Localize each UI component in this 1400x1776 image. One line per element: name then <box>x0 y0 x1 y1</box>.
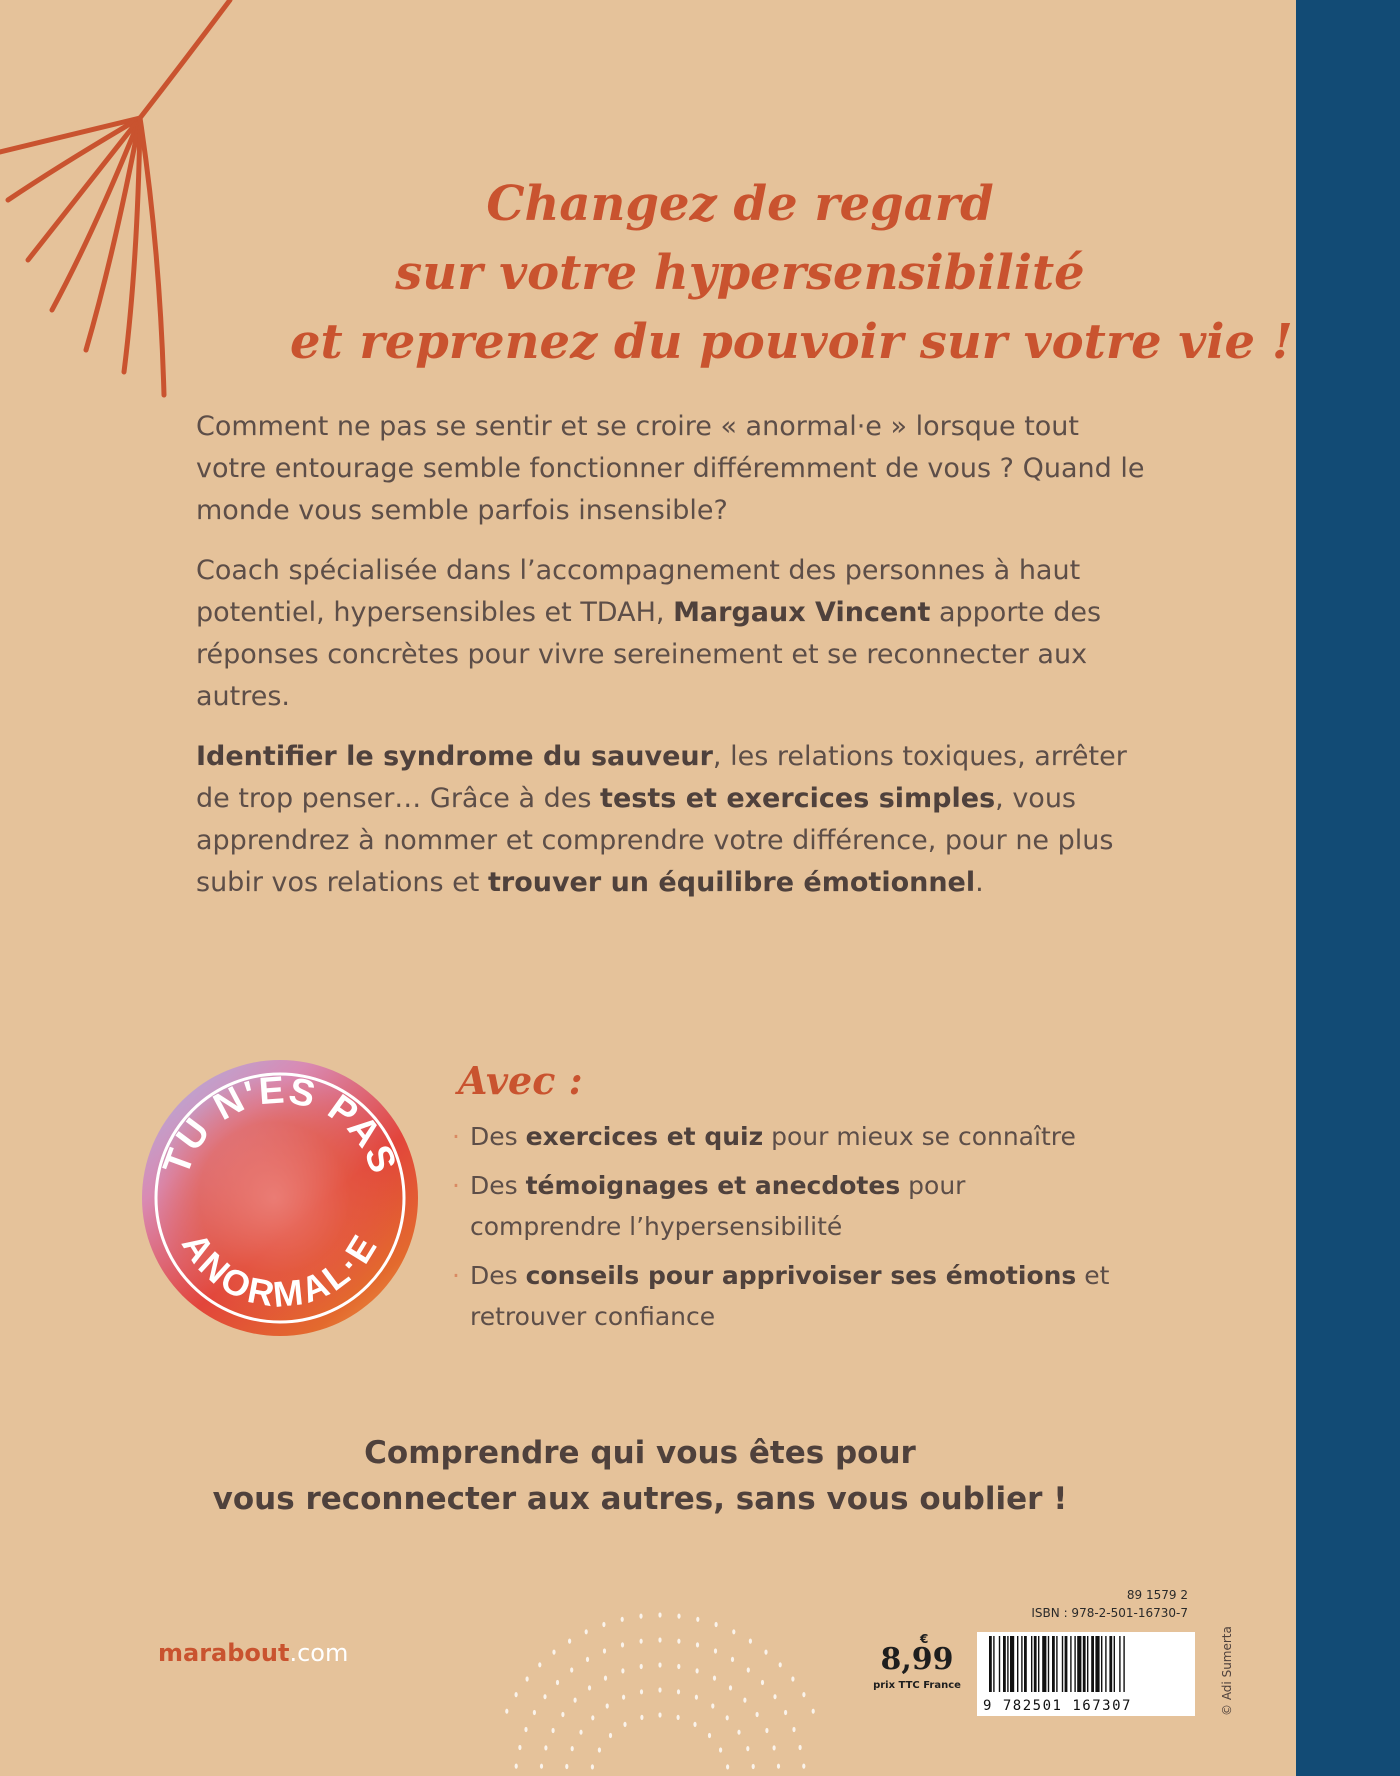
decorative-dot <box>792 1727 795 1732</box>
badge-top-text: TU N'ES PAS <box>155 1069 405 1181</box>
barcode-bar <box>1056 1636 1057 1692</box>
decorative-dot <box>585 1629 588 1634</box>
barcode-bars <box>985 1636 1187 1692</box>
avec-item-3-bold: conseils pour apprivoiser ses émotions <box>525 1261 1077 1290</box>
decorative-dot <box>695 1695 698 1700</box>
badge-bottom-text: ANORMAL·E <box>174 1225 386 1316</box>
headline-line-2: sur votre hypersensibilité <box>395 245 1085 301</box>
decorative-dot <box>533 1710 536 1715</box>
avec-item <box>452 1116 1112 1157</box>
barcode-bar <box>1095 1636 1099 1692</box>
barcode-digits: 9 782501 167307 <box>983 1698 1132 1714</box>
author-name: Margaux Vincent <box>673 597 931 628</box>
barcode-bar <box>1091 1636 1094 1692</box>
decorative-dot <box>603 1648 606 1653</box>
decorative-dot <box>711 1703 714 1708</box>
decorative-dot <box>606 1703 609 1708</box>
decorative-dot <box>621 1617 624 1622</box>
decorative-dot <box>726 1764 729 1769</box>
barcode-bar <box>1105 1636 1106 1692</box>
decorative-dot <box>719 1747 722 1752</box>
decorative-dot <box>812 1709 815 1714</box>
barcode-bar <box>1024 1636 1027 1692</box>
decorative-dot <box>773 1694 776 1699</box>
avec-item-2-pre: Des <box>470 1171 526 1200</box>
decorative-dot <box>677 1715 680 1720</box>
branch-illustration <box>0 0 240 400</box>
barcode-bar <box>1101 1636 1102 1692</box>
decorative-dot <box>737 1730 740 1735</box>
decorative-dot <box>791 1676 794 1681</box>
headline <box>290 170 1293 377</box>
barcode-bar <box>1119 1636 1120 1692</box>
isbn-code: ISBN : 978-2-501-16730-7 <box>1031 1606 1188 1620</box>
decorative-dot <box>696 1642 699 1647</box>
decorative-dot <box>565 1764 568 1769</box>
avec-item <box>452 1165 1112 1247</box>
publisher-name: marabout <box>158 1639 290 1667</box>
barcode-bar <box>1031 1636 1032 1692</box>
decorative-dot <box>658 1662 661 1667</box>
decorative-dot <box>693 1722 696 1727</box>
decorative-dot <box>677 1614 680 1619</box>
decorative-dot <box>708 1733 711 1738</box>
decorative-dot <box>658 1637 661 1642</box>
barcode-bar <box>1010 1636 1014 1692</box>
intro-p3-text-b: , les relations toxiques, arrêter de trop penser… Grâce à des <box>196 741 1127 814</box>
decorative-dot <box>568 1639 571 1644</box>
closing-line-1: Comprendre qui vous êtes pour <box>364 1435 916 1471</box>
intro-text <box>196 406 1146 922</box>
intro-paragraph-3 <box>196 736 1146 904</box>
decorative-dot <box>696 1668 699 1673</box>
avec-item-2-bold: témoignages et anecdotes <box>525 1171 901 1200</box>
intro-p3-text-f: . <box>975 867 984 898</box>
decorative-dot <box>765 1728 768 1733</box>
avec-item-1-bold: exercices et quiz <box>525 1122 764 1151</box>
decorative-dot <box>621 1642 624 1647</box>
barcode-bar <box>1123 1636 1124 1692</box>
decorative-dot <box>552 1728 555 1733</box>
barcode-bar <box>989 1636 992 1692</box>
headline-line-1: Changez de regard <box>486 176 994 232</box>
decorative-dot <box>540 1764 543 1769</box>
intro-p3-bold-a: Identifier le syndrome du sauveur <box>196 741 713 772</box>
avec-item-3-pre: Des <box>470 1261 526 1290</box>
intro-paragraph-2 <box>196 550 1146 718</box>
decorative-dot <box>591 1715 594 1720</box>
barcode-bar <box>1003 1636 1006 1692</box>
price-label: prix TTC France <box>873 1680 961 1691</box>
svg-text:TU N'ES PAS <box>155 1069 404 1180</box>
barcode-bar <box>1021 1636 1022 1692</box>
publisher-suffix: .com <box>289 1639 349 1667</box>
barcode-bar <box>1034 1636 1037 1692</box>
barcode-bar <box>1062 1636 1063 1692</box>
decorative-dot <box>779 1662 782 1667</box>
decorative-dot <box>515 1764 518 1769</box>
decorative-dot <box>570 1667 573 1672</box>
intro-p3-text-d: , vous apprendrez à nommer et comprendre votre différence, pour ne plus subir vos relations et <box>196 783 1114 898</box>
headline-line-3: et reprenez du pouvoir sur votre vie ! <box>290 314 1293 370</box>
decorative-dot <box>732 1629 735 1634</box>
decorative-dot <box>640 1664 643 1669</box>
barcode-bar <box>1074 1636 1075 1692</box>
book-spine <box>1296 0 1400 1776</box>
decorative-dot <box>561 1712 564 1717</box>
intro-p2-text-c: apporte des réponses concrètes pour vivre sereinement et se reconnecter aux autres. <box>196 597 1102 712</box>
publisher-logo <box>158 1639 348 1667</box>
decorative-dot <box>743 1698 746 1703</box>
barcode-bar <box>1017 1636 1018 1692</box>
reference-code: 89 1579 2 <box>1126 1588 1188 1602</box>
avec-item-3-post: et retrouver confiance <box>470 1261 1110 1331</box>
decorative-dot <box>574 1698 577 1703</box>
intro-p2-text-a: Coach spécialisée dans l’accompagnement des personnes à haut potentiel, hypersensibles et TDAH, <box>196 555 1081 628</box>
product-codes <box>970 1586 1188 1622</box>
decorative-dot <box>622 1695 625 1700</box>
closing-tagline <box>200 1430 1080 1522</box>
decorative-dot <box>640 1689 643 1694</box>
barcode-bar <box>1048 1636 1049 1692</box>
decorative-dot <box>552 1650 555 1655</box>
intro-p3-bold-c: tests et exercices simples <box>600 783 996 814</box>
decorative-dot <box>623 1722 626 1727</box>
barcode-bar <box>1038 1636 1039 1692</box>
decorative-dot <box>726 1715 729 1720</box>
badge-sticker <box>142 1060 418 1336</box>
decorative-dot <box>764 1650 767 1655</box>
decorative-dot <box>729 1685 732 1690</box>
barcode-bar <box>1070 1636 1071 1692</box>
avec-item-2-post: pour comprendre l’hypersensibilité <box>470 1171 966 1241</box>
price-tag <box>872 1632 962 1691</box>
decorative-dot <box>761 1680 764 1685</box>
barcode-bar <box>1083 1636 1086 1692</box>
price-amount: 8,99 <box>880 1642 954 1677</box>
decorative-dot <box>571 1746 574 1751</box>
decorative-dot <box>773 1745 776 1750</box>
price-currency: € <box>920 1632 929 1646</box>
barcode-bar <box>1052 1636 1055 1692</box>
decorative-dot <box>621 1668 624 1673</box>
intro-p3-bold-e: trouver un équilibre émotionnel <box>487 867 976 898</box>
barcode-bar <box>1042 1636 1046 1692</box>
decorative-dot <box>677 1639 680 1644</box>
decorative-dot <box>746 1746 749 1751</box>
barcode-bar <box>1077 1636 1081 1692</box>
decorative-dot <box>714 1648 717 1653</box>
decorative-dot <box>538 1662 541 1667</box>
barcode-bar <box>1065 1636 1068 1692</box>
barcode-bar <box>993 1636 994 1692</box>
decorative-dot <box>524 1727 527 1732</box>
decorative-dot <box>602 1622 605 1627</box>
closing-line-2: vous reconnecter aux autres, sans vous oublier ! <box>212 1481 1068 1517</box>
decorative-dot <box>515 1692 518 1697</box>
decorative-dot <box>604 1676 607 1681</box>
photo-credit: © Adi Sumerta <box>1220 1626 1234 1716</box>
decorative-dot <box>556 1680 559 1685</box>
decorative-dot <box>579 1730 582 1735</box>
decorative-dot <box>799 1745 802 1750</box>
decorative-dot <box>747 1667 750 1672</box>
avec-list <box>452 1116 1112 1345</box>
decorative-dot <box>586 1657 589 1662</box>
decorative-dot <box>696 1617 699 1622</box>
decorative-dot <box>802 1764 805 1769</box>
avec-item-1-post: pour mieux se connaître <box>763 1122 1076 1151</box>
decorative-dot <box>598 1747 601 1752</box>
barcode-bar <box>999 1636 1000 1692</box>
decorative-dot <box>784 1710 787 1715</box>
decorative-dot <box>731 1657 734 1662</box>
decorative-dot <box>639 1614 642 1619</box>
decorative-dot <box>640 1715 643 1720</box>
dotted-arc-decoration <box>500 1585 820 1776</box>
decorative-dot <box>588 1685 591 1690</box>
barcode <box>977 1632 1195 1716</box>
decorative-dot <box>752 1764 755 1769</box>
decorative-dot <box>526 1676 529 1681</box>
decorative-dot <box>543 1694 546 1699</box>
decorative-dot <box>505 1709 508 1714</box>
decorative-dot <box>677 1689 680 1694</box>
barcode-bar <box>1114 1636 1115 1692</box>
decorative-dot <box>658 1687 661 1692</box>
decorative-dot <box>713 1676 716 1681</box>
decorative-dot <box>658 1712 661 1717</box>
decorative-dot <box>658 1612 661 1617</box>
avec-item-1-pre: Des <box>470 1122 526 1151</box>
decorative-dot <box>756 1712 759 1717</box>
avec-item <box>452 1255 1112 1337</box>
intro-paragraph-1: Comment ne pas se sentir et se croire « anormal·e » lorsque tout votre entourage semble fonctionner différemment de vous ? Quand le monde vous semble parfois insensible? <box>196 411 1145 526</box>
decorative-dot <box>677 1664 680 1669</box>
decorative-dot <box>609 1733 612 1738</box>
decorative-dot <box>749 1639 752 1644</box>
barcode-bar <box>1109 1636 1112 1692</box>
badge-text-ring <box>142 1060 418 1336</box>
barcode-bar <box>1007 1636 1008 1692</box>
decorative-dot <box>777 1764 780 1769</box>
barcode-bar <box>1087 1636 1088 1692</box>
avec-title: Avec : <box>458 1058 583 1103</box>
svg-text:ANORMAL·E <box>174 1226 386 1316</box>
decorative-dot <box>640 1639 643 1644</box>
decorative-dot <box>544 1745 547 1750</box>
decorative-dot <box>518 1745 521 1750</box>
decorative-dot <box>715 1622 718 1627</box>
decorative-dot <box>591 1764 594 1769</box>
decorative-dot <box>802 1692 805 1697</box>
